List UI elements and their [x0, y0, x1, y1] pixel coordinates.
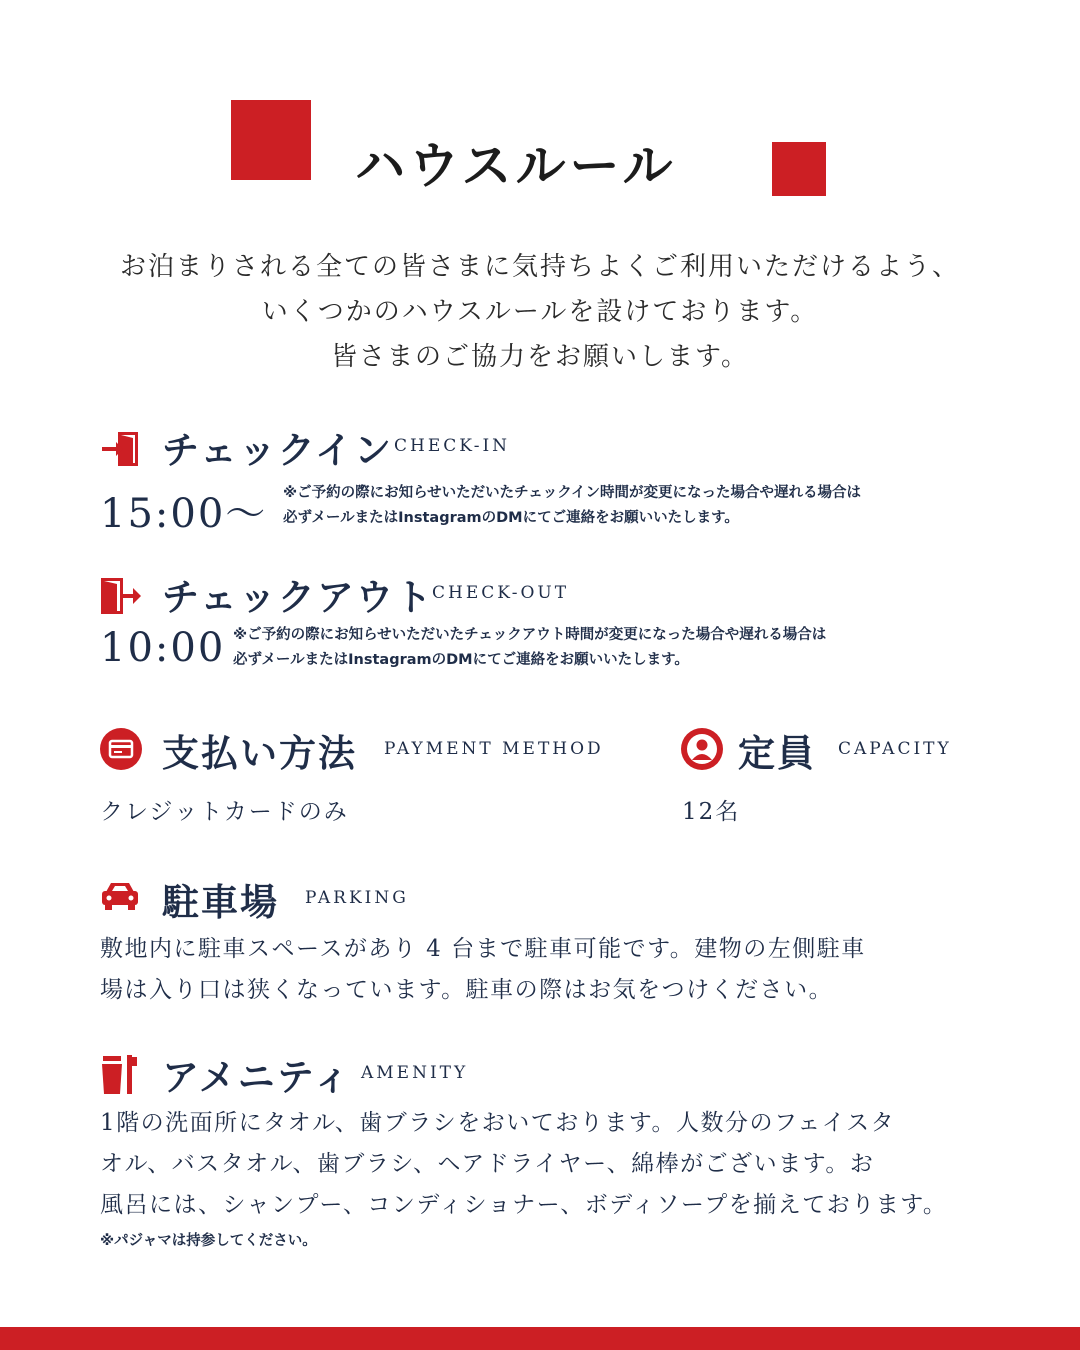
- amenity-text-line: オル、バスタオル、歯ブラシ、ヘアドライヤー、綿棒がございます。お: [100, 1151, 875, 1177]
- door-exit-icon: [99, 573, 143, 617]
- checkin-note: [283, 481, 861, 531]
- credit-card-icon: [99, 727, 143, 771]
- payment-en-label: PAYMENT METHOD: [384, 739, 604, 759]
- checkin-note-line: ※ご予約の際にお知らせいただいたチェックイン時間が変更になった場合や遅れる場合は: [283, 485, 861, 501]
- parking-text: [100, 929, 1000, 1011]
- intro-text: [60, 245, 1020, 380]
- car-icon: [98, 874, 142, 918]
- parking-text-line: 敷地内に駐車スペースがあり 4 台まで駐車可能です。建物の左側駐車: [100, 936, 866, 962]
- checkout-note-line: 必ずメールまたはInstagramのDMにてご連絡をお願いいたします。: [233, 652, 689, 668]
- checkin-en-label: CHECK-IN: [394, 436, 511, 456]
- decor-square-right: [772, 142, 826, 196]
- parking-en-label: PARKING: [305, 888, 409, 908]
- checkout-time: 10:00: [100, 625, 226, 671]
- intro-line: いくつかのハウスルールを設けております。: [261, 297, 819, 327]
- door-enter-icon: [100, 426, 144, 470]
- capacity-value: 12名: [682, 799, 741, 825]
- checkin-title: チェックイン: [162, 428, 394, 472]
- amenity-note: ※パジャマは持参してください。: [100, 1233, 317, 1249]
- checkin-note-line: 必ずメールまたはInstagramのDMにてご連絡をお願いいたします。: [283, 510, 739, 526]
- payment-title: 支払い方法: [162, 731, 357, 775]
- amenity-en-label: AMENITY: [361, 1063, 469, 1083]
- parking-text-line: 場は入り口は狭くなっています。駐車の際はお気をつけください。: [100, 977, 834, 1003]
- page-title: ハウスルール: [355, 136, 677, 195]
- toiletries-icon: [99, 1052, 143, 1096]
- checkout-en-label: CHECK-OUT: [432, 583, 570, 603]
- checkout-note: [233, 623, 826, 673]
- bottom-accent-bar: [0, 1327, 1080, 1350]
- capacity-title: 定員: [738, 731, 816, 775]
- capacity-en-label: CAPACITY: [838, 739, 952, 759]
- intro-line: お泊まりされる全ての皆さまに気持ちよくご利用いただけるよう、: [119, 252, 960, 282]
- amenity-text: [100, 1103, 1000, 1226]
- intro-line: 皆さまのご協力をお願いします。: [331, 342, 749, 372]
- amenity-text-line: 風呂には、シャンプー、コンディショナー、ボディソープを揃えております。: [100, 1192, 948, 1218]
- checkout-note-line: ※ご予約の際にお知らせいただいたチェックアウト時間が変更になった場合や遅れる場合は: [233, 627, 827, 643]
- payment-value: クレジットカードのみ: [100, 799, 349, 825]
- parking-title: 駐車場: [162, 880, 279, 924]
- checkin-time: 15:00〜: [100, 491, 268, 537]
- person-icon: [680, 727, 724, 771]
- amenity-text-line: 1階の洗面所にタオル、歯ブラシをおいております。人数分のフェイスタ: [100, 1110, 896, 1136]
- amenity-title: アメニティ: [162, 1055, 352, 1099]
- checkout-title: チェックアウト: [162, 575, 434, 619]
- decor-square-left: [231, 100, 311, 180]
